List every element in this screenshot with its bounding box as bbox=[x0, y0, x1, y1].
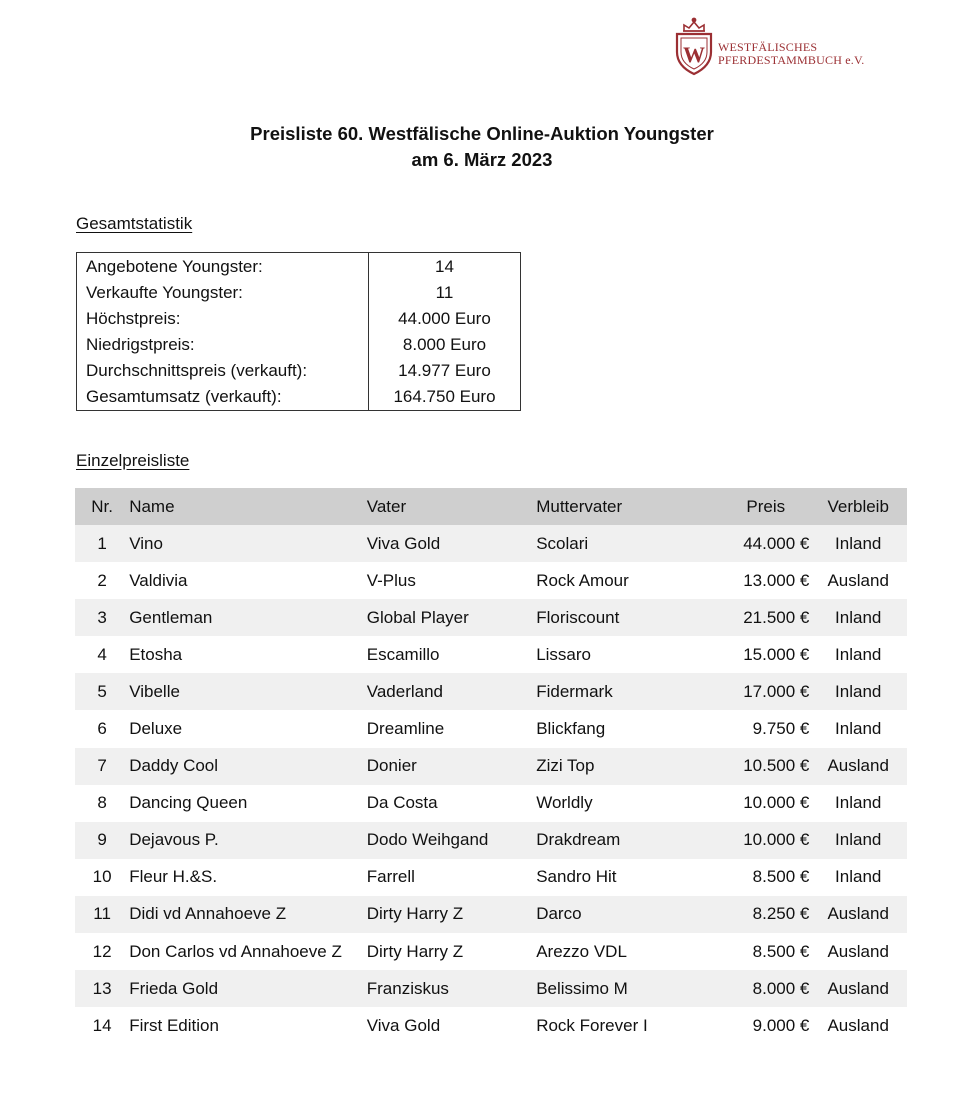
cell-vater: Global Player bbox=[367, 599, 536, 636]
logo bbox=[672, 14, 882, 78]
cell-preis: 8.000 € bbox=[682, 970, 809, 1007]
stats-label: Höchstpreis: bbox=[86, 309, 181, 328]
stats-value: 8.000 Euro bbox=[402, 335, 487, 354]
cell-verbleib: Ausland bbox=[809, 933, 907, 970]
column-header-muttervater: Muttervater bbox=[536, 488, 682, 525]
stats-row bbox=[77, 384, 520, 410]
cell-name: Frieda Gold bbox=[129, 970, 367, 1007]
cell-preis: 17.000 € bbox=[682, 673, 809, 710]
logo-line-1: WESTFÄLISCHES bbox=[718, 40, 818, 54]
cell-vater: Dirty Harry Z bbox=[367, 896, 536, 933]
cell-muttervater: Belissimo M bbox=[536, 970, 682, 1007]
stats-table bbox=[76, 252, 521, 411]
cell-vater: Escamillo bbox=[367, 636, 536, 673]
stats-label: Verkaufte Youngster: bbox=[86, 283, 243, 302]
cell-name: Don Carlos vd Annahoeve Z bbox=[129, 933, 367, 970]
price-table bbox=[75, 488, 907, 1044]
cell-vater: Donier bbox=[367, 748, 536, 785]
cell-vater: Farrell bbox=[367, 859, 536, 896]
cell-name: Gentleman bbox=[129, 599, 367, 636]
cell-muttervater: Scolari bbox=[536, 525, 682, 562]
stats-label: Niedrigstpreis: bbox=[86, 335, 195, 354]
cell-verbleib: Ausland bbox=[809, 970, 907, 1007]
table-header-row bbox=[75, 488, 907, 525]
cell-muttervater: Zizi Top bbox=[536, 748, 682, 785]
cell-muttervater: Drakdream bbox=[536, 822, 682, 859]
stats-value: 14 bbox=[435, 257, 454, 276]
cell-nr: 13 bbox=[75, 970, 129, 1007]
cell-name: Daddy Cool bbox=[129, 748, 367, 785]
table-row bbox=[75, 896, 907, 933]
column-header-vater: Vater bbox=[367, 488, 536, 525]
cell-muttervater: Blickfang bbox=[536, 710, 682, 747]
cell-vater: V-Plus bbox=[367, 562, 536, 599]
cell-name: Dancing Queen bbox=[129, 785, 367, 822]
cell-name: First Edition bbox=[129, 1007, 367, 1044]
cell-muttervater: Lissaro bbox=[536, 636, 682, 673]
stats-label: Durchschnittspreis (verkauft): bbox=[86, 361, 308, 380]
column-header-name: Name bbox=[129, 488, 367, 525]
stats-heading: Gesamtstatistik bbox=[76, 214, 193, 233]
table-row bbox=[75, 822, 907, 859]
svg-text:W: W bbox=[683, 42, 705, 67]
table-row bbox=[75, 562, 907, 599]
table-row bbox=[75, 785, 907, 822]
cell-muttervater: Rock Forever I bbox=[536, 1007, 682, 1044]
table-row bbox=[75, 933, 907, 970]
cell-muttervater: Worldly bbox=[536, 785, 682, 822]
cell-preis: 9.750 € bbox=[682, 710, 809, 747]
cell-muttervater: Arezzo VDL bbox=[536, 933, 682, 970]
cell-verbleib: Ausland bbox=[809, 748, 907, 785]
cell-verbleib: Inland bbox=[809, 636, 907, 673]
stats-row bbox=[77, 332, 520, 358]
cell-nr: 10 bbox=[75, 859, 129, 896]
stats-label: Angebotene Youngster: bbox=[86, 257, 263, 276]
cell-verbleib: Inland bbox=[809, 859, 907, 896]
cell-name: Dejavous P. bbox=[129, 822, 367, 859]
cell-verbleib: Inland bbox=[809, 710, 907, 747]
cell-nr: 8 bbox=[75, 785, 129, 822]
stats-row bbox=[77, 254, 520, 280]
cell-nr: 2 bbox=[75, 562, 129, 599]
cell-nr: 5 bbox=[75, 673, 129, 710]
cell-vater: Vaderland bbox=[367, 673, 536, 710]
cell-nr: 3 bbox=[75, 599, 129, 636]
cell-muttervater: Floriscount bbox=[536, 599, 682, 636]
table-row bbox=[75, 673, 907, 710]
cell-vater: Dirty Harry Z bbox=[367, 933, 536, 970]
table-row bbox=[75, 710, 907, 747]
table-row bbox=[75, 1007, 907, 1044]
page-title: Preisliste 60. Westfälische Online-Auktion Youngster bbox=[250, 123, 714, 144]
cell-preis: 9.000 € bbox=[682, 1007, 809, 1044]
cell-muttervater: Fidermark bbox=[536, 673, 682, 710]
cell-name: Didi vd Annahoeve Z bbox=[129, 896, 367, 933]
stats-value: 164.750 Euro bbox=[393, 387, 496, 406]
cell-name: Valdivia bbox=[129, 562, 367, 599]
page-subtitle: am 6. März 2023 bbox=[411, 149, 553, 170]
table-row bbox=[75, 599, 907, 636]
logo-text bbox=[718, 41, 865, 67]
cell-verbleib: Ausland bbox=[809, 1007, 907, 1044]
cell-nr: 4 bbox=[75, 636, 129, 673]
cell-muttervater: Sandro Hit bbox=[536, 859, 682, 896]
cell-nr: 7 bbox=[75, 748, 129, 785]
logo-line-2: PFERDESTAMMBUCH e.V. bbox=[718, 53, 865, 67]
stats-row bbox=[77, 280, 520, 306]
cell-nr: 1 bbox=[75, 525, 129, 562]
cell-preis: 10.000 € bbox=[682, 822, 809, 859]
cell-vater: Franziskus bbox=[367, 970, 536, 1007]
cell-vater: Viva Gold bbox=[367, 1007, 536, 1044]
cell-name: Vibelle bbox=[129, 673, 367, 710]
cell-preis: 10.000 € bbox=[682, 785, 809, 822]
cell-preis: 10.500 € bbox=[682, 748, 809, 785]
cell-name: Vino bbox=[129, 525, 367, 562]
table-row bbox=[75, 859, 907, 896]
cell-vater: Dreamline bbox=[367, 710, 536, 747]
table-row bbox=[75, 525, 907, 562]
cell-nr: 11 bbox=[75, 896, 129, 933]
cell-vater: Dodo Weihgand bbox=[367, 822, 536, 859]
cell-preis: 15.000 € bbox=[682, 636, 809, 673]
cell-verbleib: Inland bbox=[809, 599, 907, 636]
cell-preis: 8.500 € bbox=[682, 859, 809, 896]
cell-preis: 21.500 € bbox=[682, 599, 809, 636]
crest-letter bbox=[672, 14, 716, 78]
cell-verbleib: Ausland bbox=[809, 562, 907, 599]
stats-label: Gesamtumsatz (verkauft): bbox=[86, 387, 282, 406]
column-header-verbleib: Verbleib bbox=[809, 488, 907, 525]
column-header-preis: Preis bbox=[682, 488, 809, 525]
cell-preis: 13.000 € bbox=[682, 562, 809, 599]
cell-verbleib: Ausland bbox=[809, 896, 907, 933]
stats-value: 44.000 Euro bbox=[398, 309, 491, 328]
column-header-nr: Nr. bbox=[75, 488, 129, 525]
cell-name: Etosha bbox=[129, 636, 367, 673]
cell-vater: Viva Gold bbox=[367, 525, 536, 562]
table-row bbox=[75, 970, 907, 1007]
cell-preis: 44.000 € bbox=[682, 525, 809, 562]
cell-nr: 12 bbox=[75, 933, 129, 970]
stats-row bbox=[77, 306, 520, 332]
cell-nr: 9 bbox=[75, 822, 129, 859]
cell-preis: 8.250 € bbox=[682, 896, 809, 933]
cell-verbleib: Inland bbox=[809, 822, 907, 859]
table-row bbox=[75, 636, 907, 673]
cell-name: Deluxe bbox=[129, 710, 367, 747]
prices-heading: Einzelpreisliste bbox=[76, 451, 190, 470]
cell-vater: Da Costa bbox=[367, 785, 536, 822]
cell-name: Fleur H.&S. bbox=[129, 859, 367, 896]
cell-nr: 14 bbox=[75, 1007, 129, 1044]
stats-value: 11 bbox=[435, 283, 454, 302]
stats-value: 14.977 Euro bbox=[398, 361, 491, 380]
cell-muttervater: Darco bbox=[536, 896, 682, 933]
stats-row bbox=[77, 358, 520, 384]
table-row bbox=[75, 748, 907, 785]
cell-verbleib: Inland bbox=[809, 673, 907, 710]
cell-preis: 8.500 € bbox=[682, 933, 809, 970]
cell-muttervater: Rock Amour bbox=[536, 562, 682, 599]
cell-nr: 6 bbox=[75, 710, 129, 747]
cell-verbleib: Inland bbox=[809, 785, 907, 822]
cell-verbleib: Inland bbox=[809, 525, 907, 562]
